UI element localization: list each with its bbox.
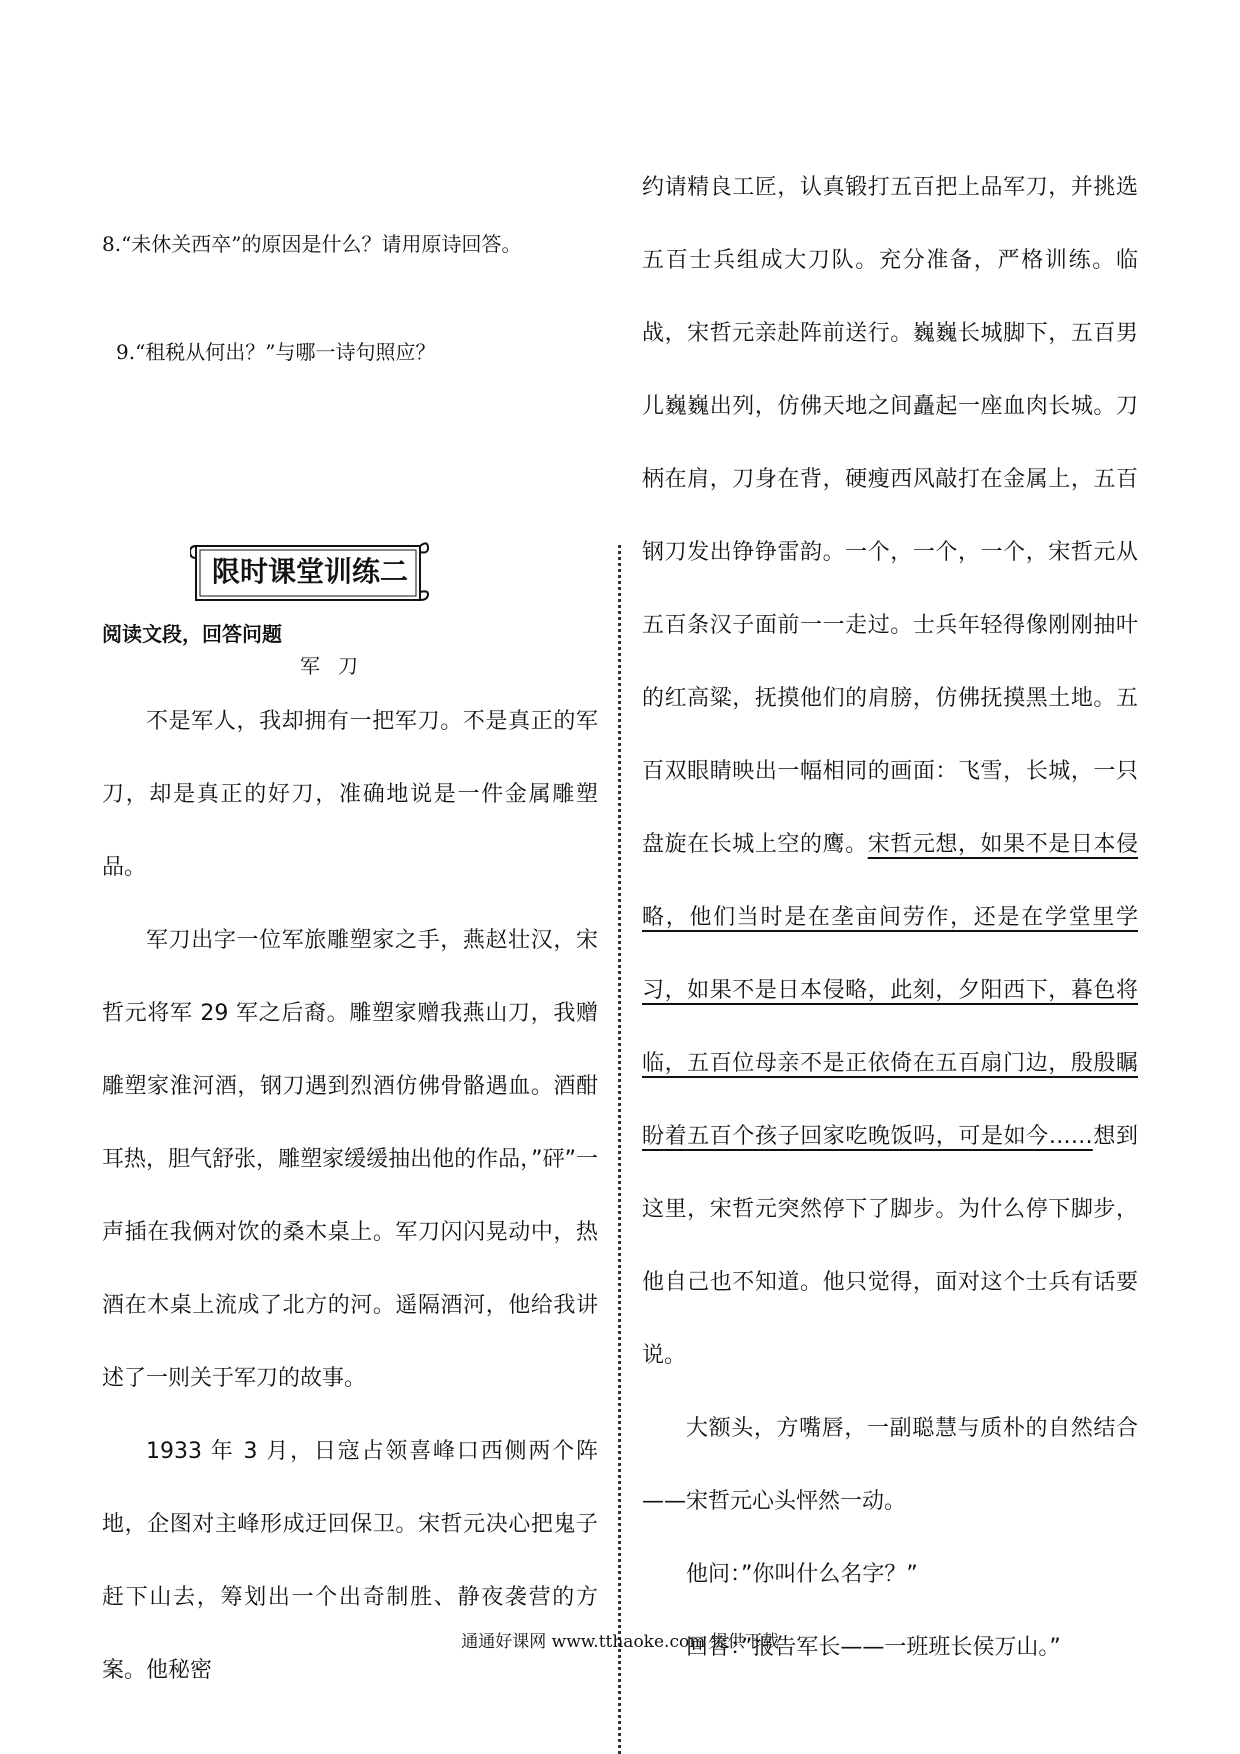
paragraph [642, 151, 1138, 1392]
column-divider [618, 545, 621, 1754]
question-9: 9.“租税从何出？”与哪一诗句照应？ [116, 340, 436, 364]
paragraph: 他问：”你叫什么名字？” [686, 1562, 918, 1587]
paragraph: 大额头，方嘴唇，一副聪慧与质朴的自然结合——宋哲元心头怦然一动。 [642, 1416, 1138, 1514]
paragraph: 不是军人，我却拥有一把军刀。不是真正的军刀，却是真正的好刀，准确地说是一件金属雕塑品。 [102, 709, 598, 880]
left-column [102, 685, 598, 1707]
reading-instruction: 阅读文段，回答问题 [102, 622, 282, 646]
paragraph: 军刀出字一位军旅雕塑家之手，燕赵壮汉，宋哲元将军 29 军之后裔。雕塑家赠我燕山刀，我赠雕塑家淮河酒，钢刀遇到烈酒仿佛骨骼遇血。酒酣耳热，胆气舒张，雕塑家缓缓抽出他的作品，”砰”一声插在我俩对饮的桑木桌上。军刀闪闪晃动中，热酒在木桌上流成了北方的河。遥隔酒河，他给我讲述了一则关于军刀的故事。 [102, 928, 598, 1391]
footer: 通通好课网 www.tthaoke.com 提供下载 [461, 1632, 779, 1652]
paragraph: 1933 年 3 月，日寇占领喜峰口西侧两个阵地，企图对主峰形成迂回保卫。宋哲元决心把鬼子赶下山去，筹划出一个出奇制胜、静夜袭营的方案。他秘密 [102, 1439, 598, 1683]
paragraph-text: 约请精良工匠，认真锻打五百把上品军刀，并挑选五百士兵组成大刀队。充分准备，严格训练。临战，宋哲元亲赴阵前送行。巍巍长城脚下，五百男儿巍巍出列，仿佛天地之间矗起一座血肉长城。刀柄在肩，刀身在背，硬瘦西风敲打在金属上，五百钢刀发出铮铮雷韵。一个，一个，一个，宋哲元从五百条汉子面前一一走过。士兵年轻得像刚刚抽叶的红高粱，抚摸他们的肩膀，仿佛抚摸黑土地。五百双眼睛映出一幅相同的画面：飞雪，长城，一只盘旋在长城上空的鹰。 [642, 175, 1138, 857]
underlined-passage: 宋哲元想，如果不是日本侵略，他们当时是在垄亩间劳作，还是在学堂里学习，如果不是日本侵略，此刻，夕阳西下，暮色将临，五百位母亲不是正依倚在五百扇门边，殷殷瞩盼着五百个孩子回家吃晚饭吗，可是如今…… [642, 832, 1138, 1149]
article-title: 军刀 [300, 654, 376, 678]
question-8: 8.“未休关西卒”的原因是什么？请用原诗回答。 [102, 232, 522, 256]
paragraph: 回答：”报告军长——一班班长侯万山。” [686, 1635, 1061, 1660]
section-title: 限时课堂训练二 [211, 555, 408, 588]
section-banner [190, 538, 430, 606]
right-column [642, 151, 1138, 1684]
paragraph-text: 想到这里，宋哲元突然停下了脚步。为什么停下脚步，他自己也不知道。他只觉得，面对这个士兵有话要说。 [642, 1124, 1138, 1368]
